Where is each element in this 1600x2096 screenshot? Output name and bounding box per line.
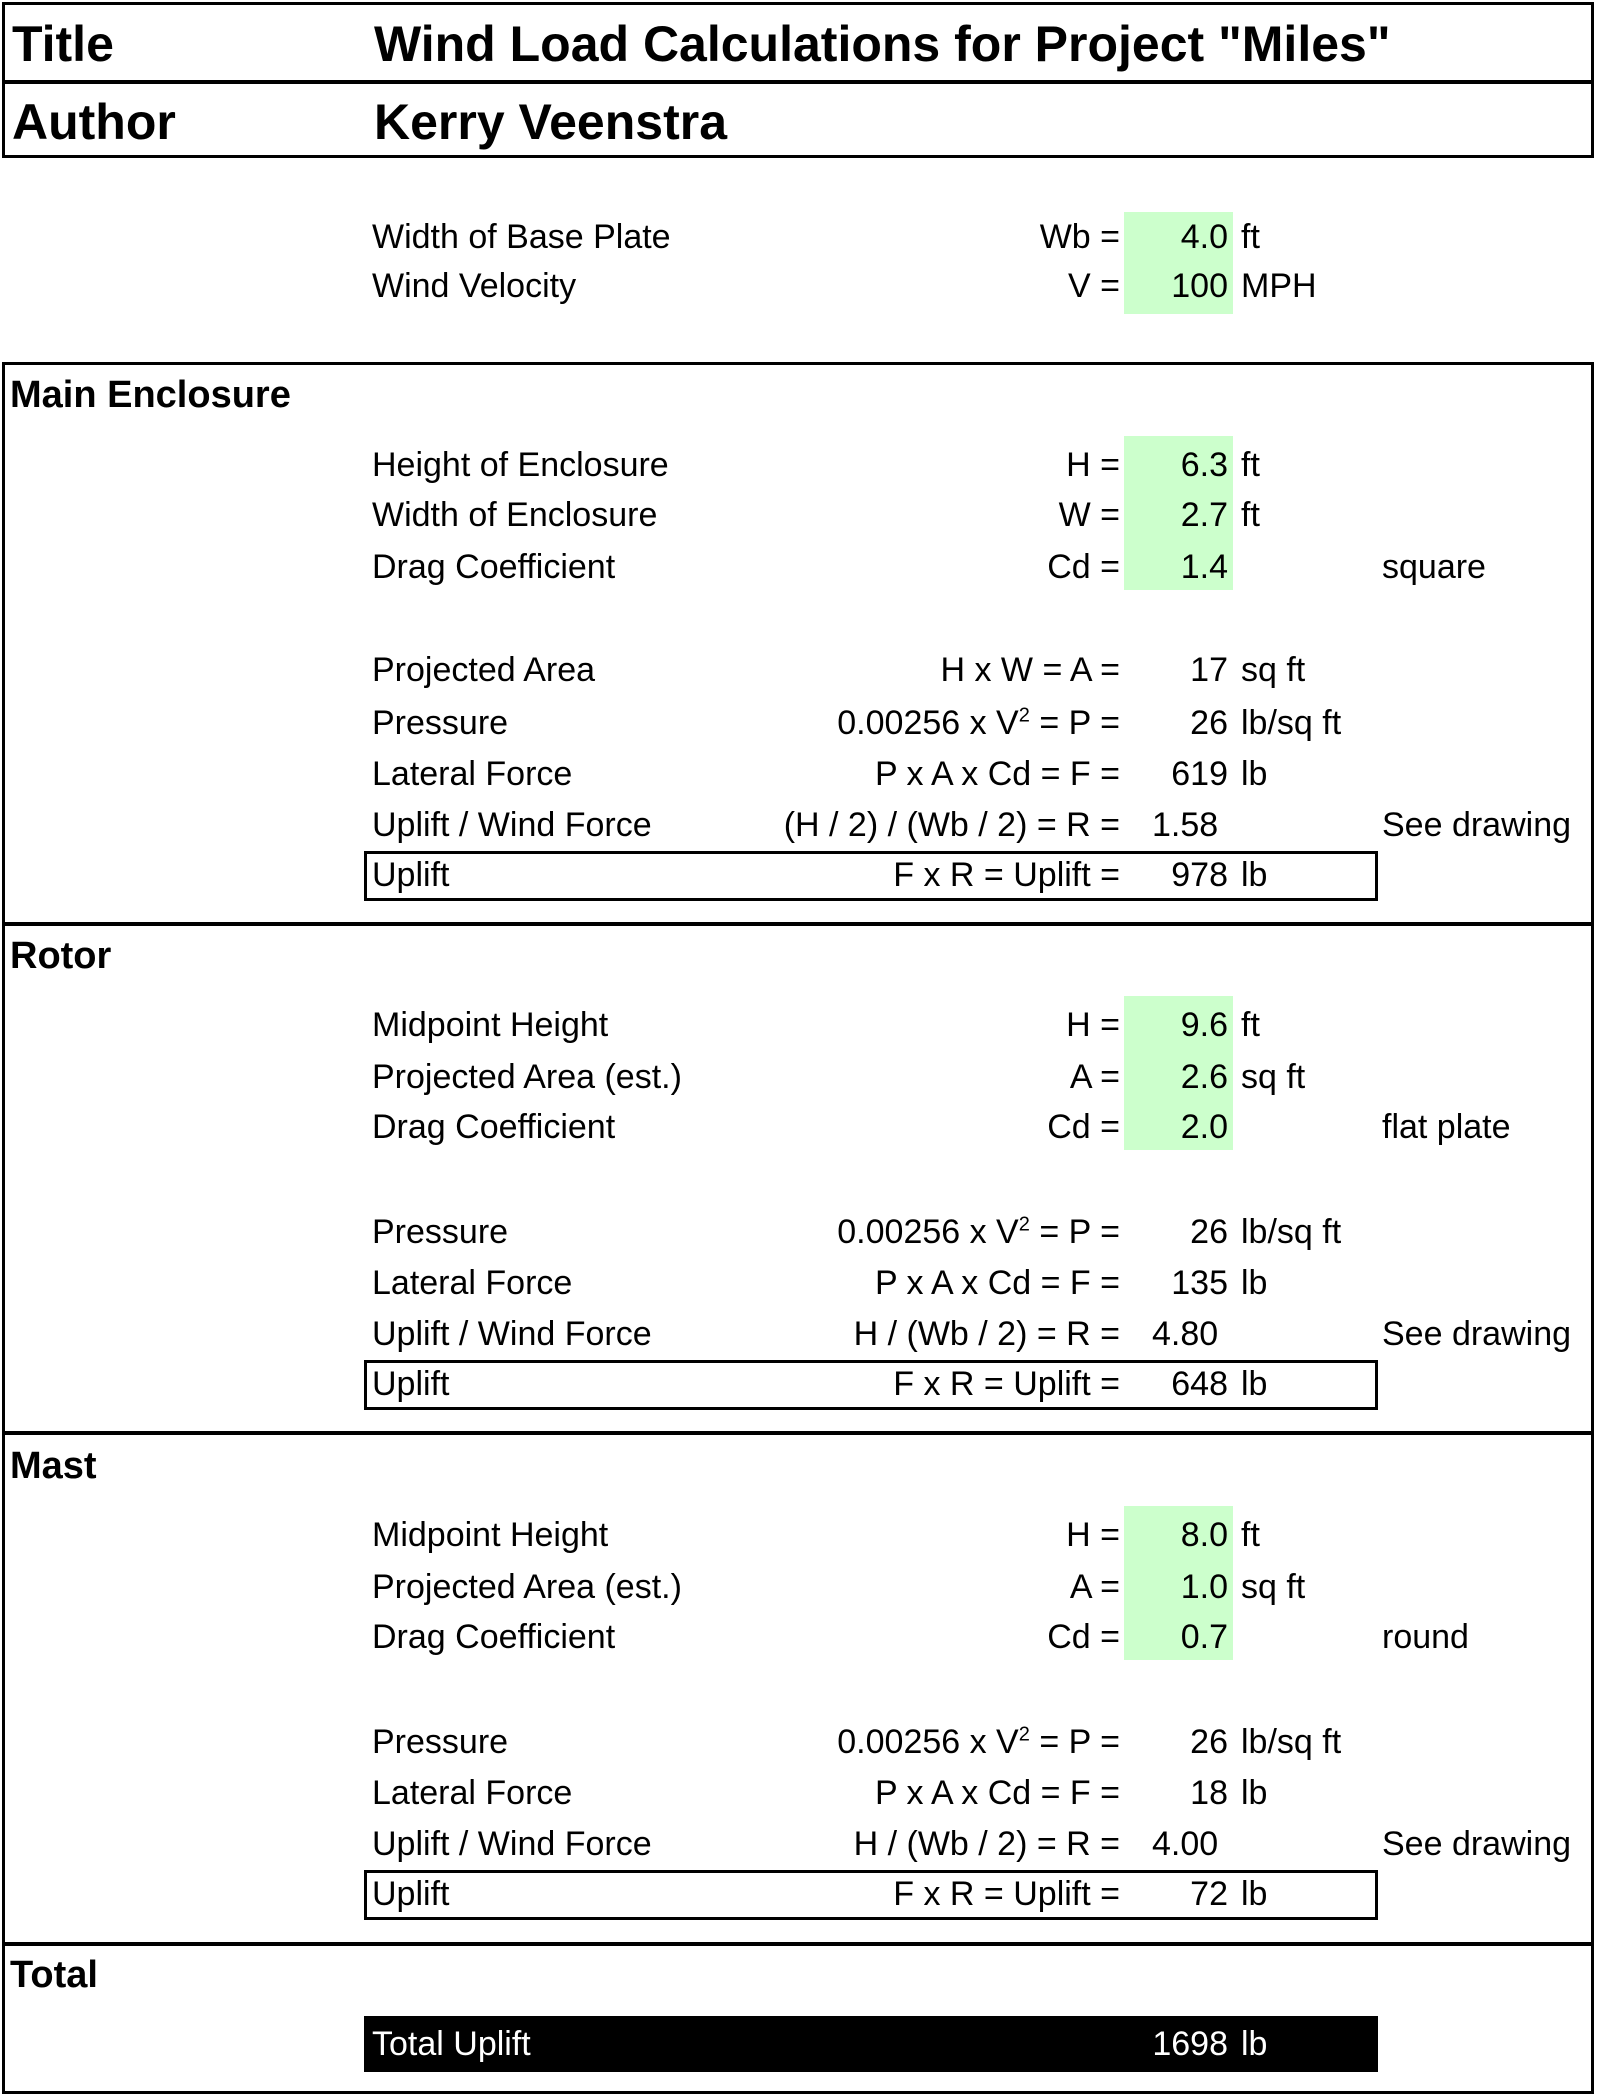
- wind-velocity-symbol: V =: [1068, 267, 1120, 305]
- calc-value: 135: [1171, 1264, 1228, 1302]
- calc-formula: H / (Wb / 2) = R =: [853, 1315, 1120, 1353]
- input-symbol: Cd =: [1047, 1618, 1120, 1656]
- input-symbol: A =: [1069, 1568, 1120, 1606]
- calc-unit: lb/sq ft: [1241, 1213, 1342, 1251]
- input-unit: ft: [1241, 496, 1260, 534]
- wind-velocity-label: Wind Velocity: [372, 267, 577, 305]
- input-note: flat plate: [1382, 1108, 1511, 1146]
- input-label: Drag Coefficient: [372, 1108, 616, 1146]
- uplift-label: Uplift: [372, 856, 450, 894]
- header-divider: [2, 80, 1594, 84]
- section-divider: [2, 1431, 1594, 1435]
- input-symbol: W =: [1058, 496, 1120, 534]
- calc-formula: 0.00256 x $V^2 = P$ =: [837, 1723, 1120, 1761]
- uplift-unit: lb: [1241, 1365, 1268, 1403]
- input-label: Midpoint Height: [372, 1006, 609, 1044]
- input-unit: ft: [1241, 446, 1260, 484]
- calc-formula: P x A x Cd = F =: [874, 1774, 1120, 1812]
- uplift-unit: lb: [1241, 1875, 1268, 1913]
- calc-unit: lb/sq ft: [1241, 1723, 1342, 1761]
- uplift-formula: F x R = Uplift =: [893, 1365, 1120, 1403]
- calc-value: 619: [1171, 755, 1228, 793]
- input-value[interactable]: 9.6: [1180, 1006, 1228, 1044]
- calc-note: See drawing: [1382, 806, 1572, 844]
- input-label: Midpoint Height: [372, 1516, 609, 1554]
- calc-label: Lateral Force: [372, 755, 573, 793]
- input-symbol: H =: [1066, 1516, 1120, 1554]
- input-symbol: H =: [1066, 1006, 1120, 1044]
- input-value[interactable]: 0.7: [1180, 1618, 1228, 1656]
- calc-unit: lb/sq ft: [1241, 704, 1342, 742]
- author-value[interactable]: Kerry Veenstra: [374, 94, 728, 150]
- calc-formula: H x W = A =: [940, 651, 1120, 689]
- calc-value: 26: [1190, 704, 1228, 742]
- section-divider: [2, 922, 1594, 926]
- calc-formula: P x A x Cd = F =: [874, 1264, 1120, 1302]
- base-plate-value[interactable]: 4.0: [1180, 218, 1228, 256]
- calc-unit: lb: [1241, 1774, 1268, 1812]
- title-value[interactable]: Wind Load Calculations for Project "Miles": [374, 16, 1391, 72]
- calc-label: Pressure: [372, 704, 509, 742]
- uplift-label: Uplift: [372, 1365, 450, 1403]
- calc-label: Pressure: [372, 1723, 509, 1761]
- input-label: Height of Enclosure: [372, 446, 669, 484]
- calc-label: Lateral Force: [372, 1264, 573, 1302]
- input-unit: ft: [1241, 1516, 1260, 1554]
- input-label: Projected Area (est.): [372, 1058, 682, 1096]
- calc-label: Uplift / Wind Force: [372, 1315, 652, 1353]
- input-value[interactable]: 1.0: [1180, 1568, 1228, 1606]
- input-symbol: A =: [1069, 1058, 1120, 1096]
- input-unit: ft: [1241, 1006, 1260, 1044]
- author-label: Author: [12, 94, 176, 150]
- uplift-value: 978: [1171, 856, 1228, 894]
- base-plate-label: Width of Base Plate: [372, 218, 671, 256]
- calc-value: 18: [1190, 1774, 1228, 1812]
- calc-value: 1.58: [1152, 806, 1219, 844]
- uplift-value: 72: [1190, 1875, 1228, 1913]
- input-value[interactable]: 2.6: [1180, 1058, 1228, 1096]
- input-value[interactable]: 8.0: [1180, 1516, 1228, 1554]
- title-label: Title: [12, 16, 114, 72]
- calc-unit: sq ft: [1241, 651, 1306, 689]
- uplift-formula: F x R = Uplift =: [893, 1875, 1120, 1913]
- calc-unit: lb: [1241, 755, 1268, 793]
- input-symbol: H =: [1066, 446, 1120, 484]
- wind-velocity-unit: MPH: [1241, 267, 1317, 305]
- input-value[interactable]: 1.4: [1180, 548, 1228, 586]
- base-plate-symbol: Wb =: [1039, 218, 1120, 256]
- base-plate-unit: ft: [1241, 218, 1260, 256]
- calc-value: 26: [1190, 1213, 1228, 1251]
- section-title-total: Total: [10, 1954, 98, 1996]
- calc-label: Uplift / Wind Force: [372, 1825, 652, 1863]
- calc-formula: 0.00256 x $V^2 = P$ =: [837, 704, 1120, 742]
- input-symbol: Cd =: [1047, 548, 1120, 586]
- input-value[interactable]: 2.0: [1180, 1108, 1228, 1146]
- input-note: square: [1382, 548, 1486, 586]
- calc-note: See drawing: [1382, 1315, 1572, 1353]
- total-uplift-label: Total Uplift: [372, 2025, 531, 2063]
- calc-value: 4.00: [1152, 1825, 1219, 1863]
- calc-formula: H / (Wb / 2) = R =: [853, 1825, 1120, 1863]
- sections-box: [2, 362, 1594, 2094]
- total-uplift-unit: lb: [1241, 2025, 1268, 2063]
- section-title-mast: Mast: [10, 1445, 97, 1487]
- input-label: Drag Coefficient: [372, 548, 616, 586]
- section-divider: [2, 1942, 1594, 1946]
- calc-value: 26: [1190, 1723, 1228, 1761]
- section-title-rotor: Rotor: [10, 935, 112, 977]
- uplift-unit: lb: [1241, 856, 1268, 894]
- calc-label: Pressure: [372, 1213, 509, 1251]
- input-label: Width of Enclosure: [372, 496, 658, 534]
- input-label: Projected Area (est.): [372, 1568, 682, 1606]
- calc-formula: (H / 2) / (Wb / 2) = R =: [783, 806, 1120, 844]
- wind-velocity-value[interactable]: 100: [1171, 267, 1228, 305]
- uplift-label: Uplift: [372, 1875, 450, 1913]
- input-unit: sq ft: [1241, 1058, 1306, 1096]
- calc-value: 4.80: [1152, 1315, 1219, 1353]
- uplift-formula: F x R = Uplift =: [893, 856, 1120, 894]
- input-unit: sq ft: [1241, 1568, 1306, 1606]
- calc-formula: P x A x Cd = F =: [874, 755, 1120, 793]
- input-label: Drag Coefficient: [372, 1618, 616, 1656]
- uplift-value: 648: [1171, 1365, 1228, 1403]
- calc-note: See drawing: [1382, 1825, 1572, 1863]
- calc-label: Lateral Force: [372, 1774, 573, 1812]
- input-symbol: Cd =: [1047, 1108, 1120, 1146]
- calc-unit: lb: [1241, 1264, 1268, 1302]
- total-uplift-value: 1698: [1152, 2025, 1228, 2063]
- calc-value: 17: [1190, 651, 1228, 689]
- section-title-main-enclosure: Main Enclosure: [10, 374, 291, 416]
- calc-formula: 0.00256 x $V^2 = P$ =: [837, 1213, 1120, 1251]
- calc-label: Projected Area: [372, 651, 596, 689]
- input-value[interactable]: 6.3: [1180, 446, 1228, 484]
- calc-label: Uplift / Wind Force: [372, 806, 652, 844]
- input-value[interactable]: 2.7: [1180, 496, 1228, 534]
- input-note: round: [1382, 1618, 1469, 1656]
